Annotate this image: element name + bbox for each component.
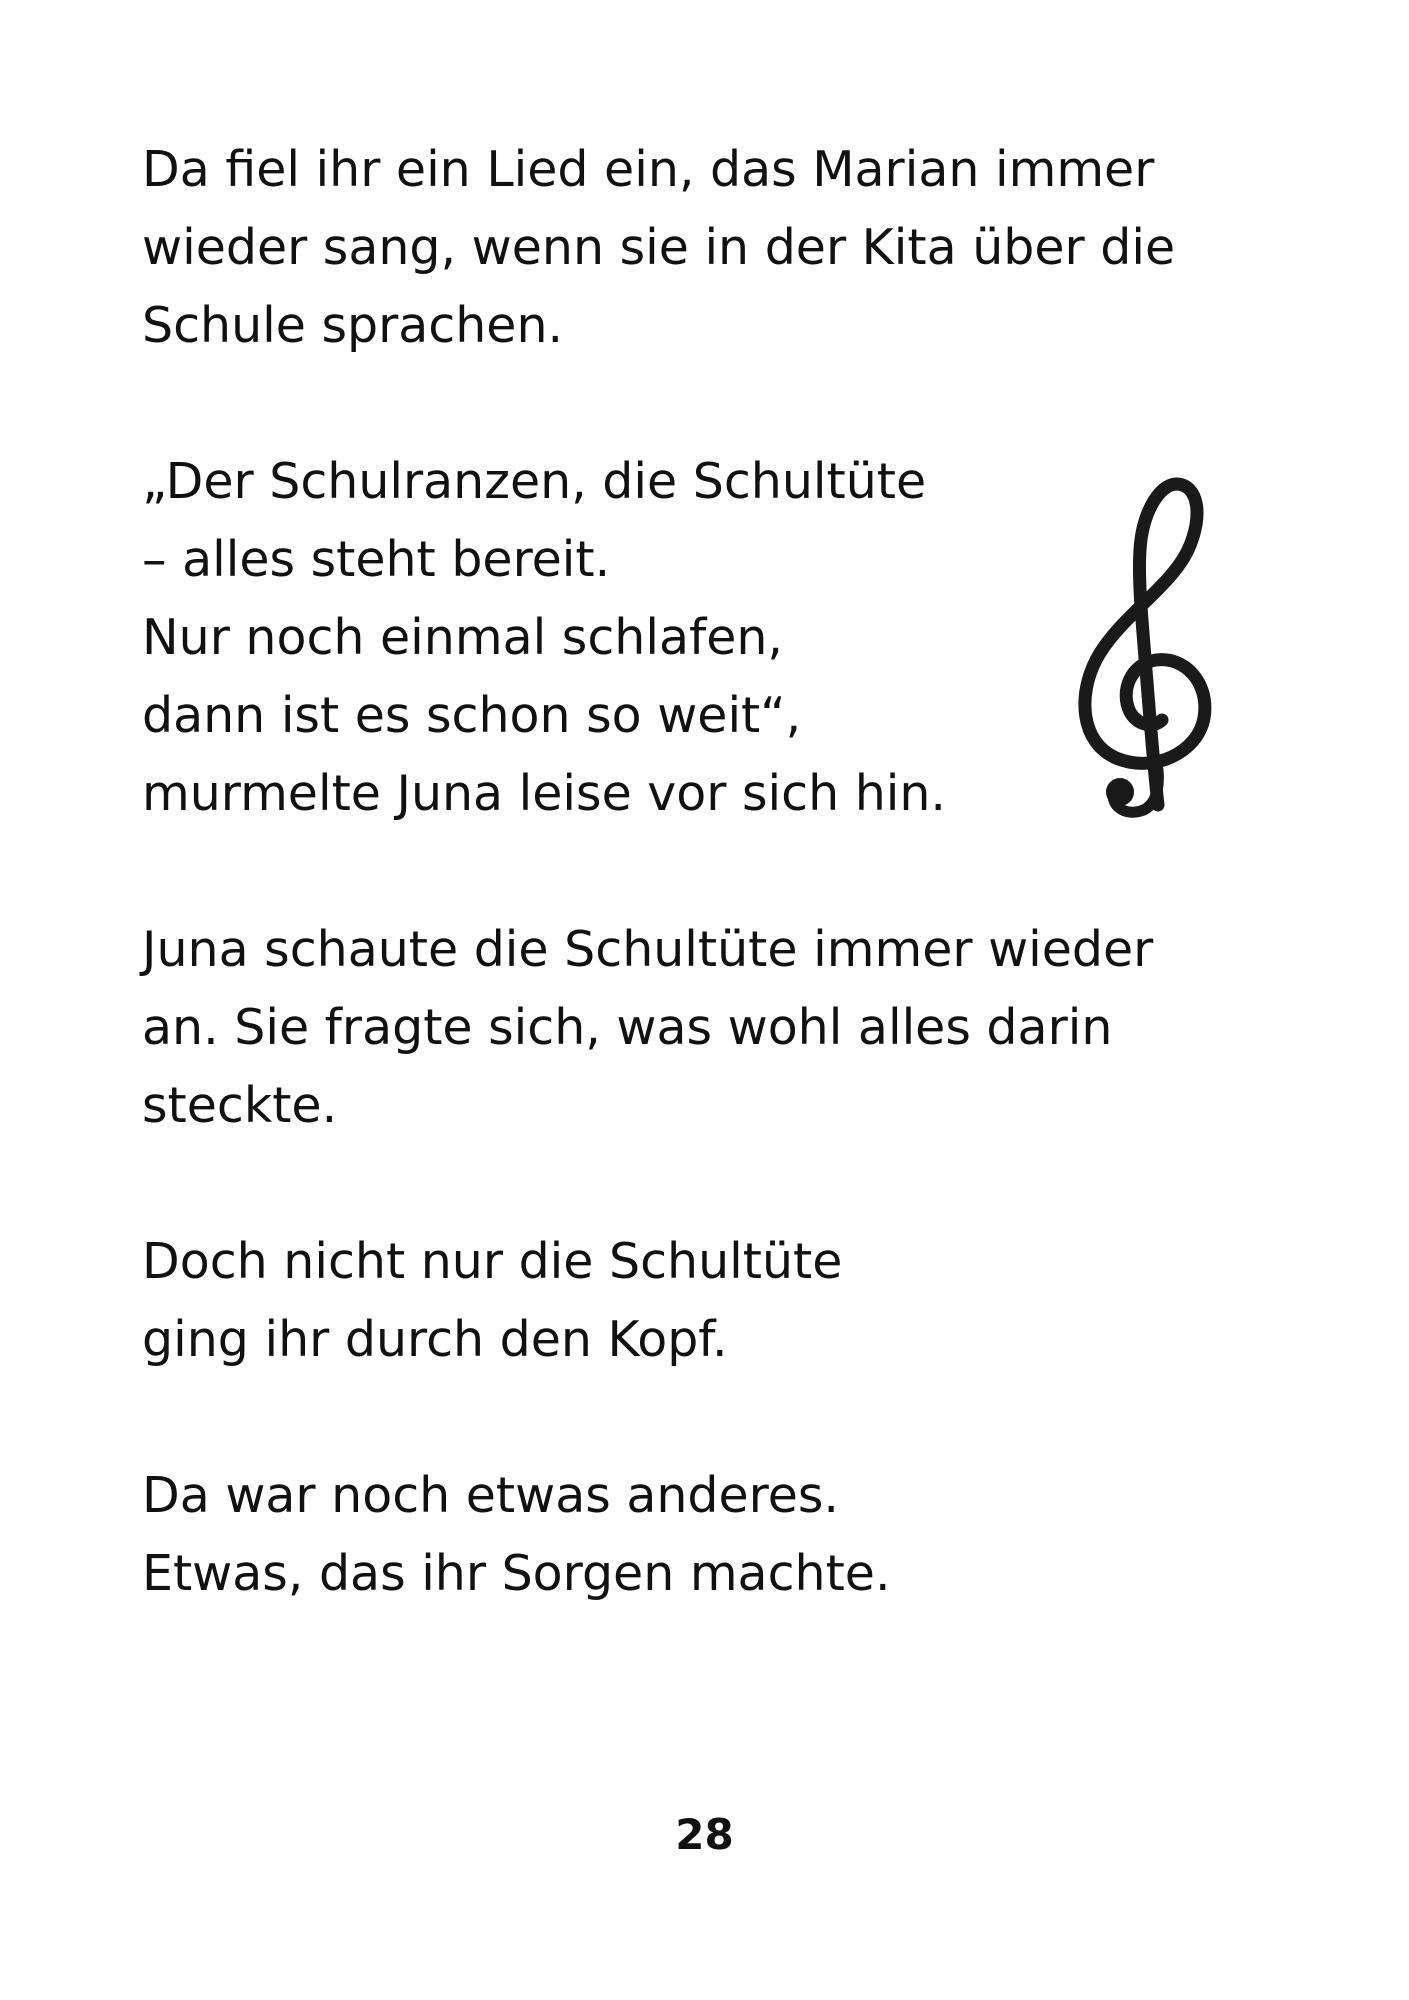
song-line: – alles steht bereit. [142, 531, 611, 588]
text-line: murmelte Juna leise vor sich hin. [142, 765, 947, 822]
text-line: ging ihr durch den Kopf. [142, 1311, 728, 1368]
text-line: Da fiel ihr ein Lied ein, das Marian immer [142, 141, 1155, 198]
text-line: Doch nicht nur die Schultüte [142, 1233, 843, 1290]
song-line: dann ist es schon so weit“, [142, 687, 802, 744]
text-line: Schule sprachen. [142, 297, 564, 354]
text-line: steckte. [142, 1077, 338, 1134]
text-line: an. Sie fragte sich, was wohl alles darin [142, 999, 1113, 1056]
text-line: Juna schaute die Schultüte immer wieder [142, 921, 1154, 978]
song-line: Nur noch einmal schlafen, [142, 609, 783, 666]
text-line: wieder sang, wenn sie in der Kita über die [142, 219, 1176, 276]
song-line: „Der Schulranzen, die Schultüte [142, 453, 927, 510]
text-line: Etwas, das ihr Sorgen machte. [142, 1545, 891, 1602]
page-number: 28 [675, 1810, 734, 1859]
treble-clef-icon [1058, 470, 1238, 820]
text-line: Da war noch etwas anderes. [142, 1467, 839, 1524]
